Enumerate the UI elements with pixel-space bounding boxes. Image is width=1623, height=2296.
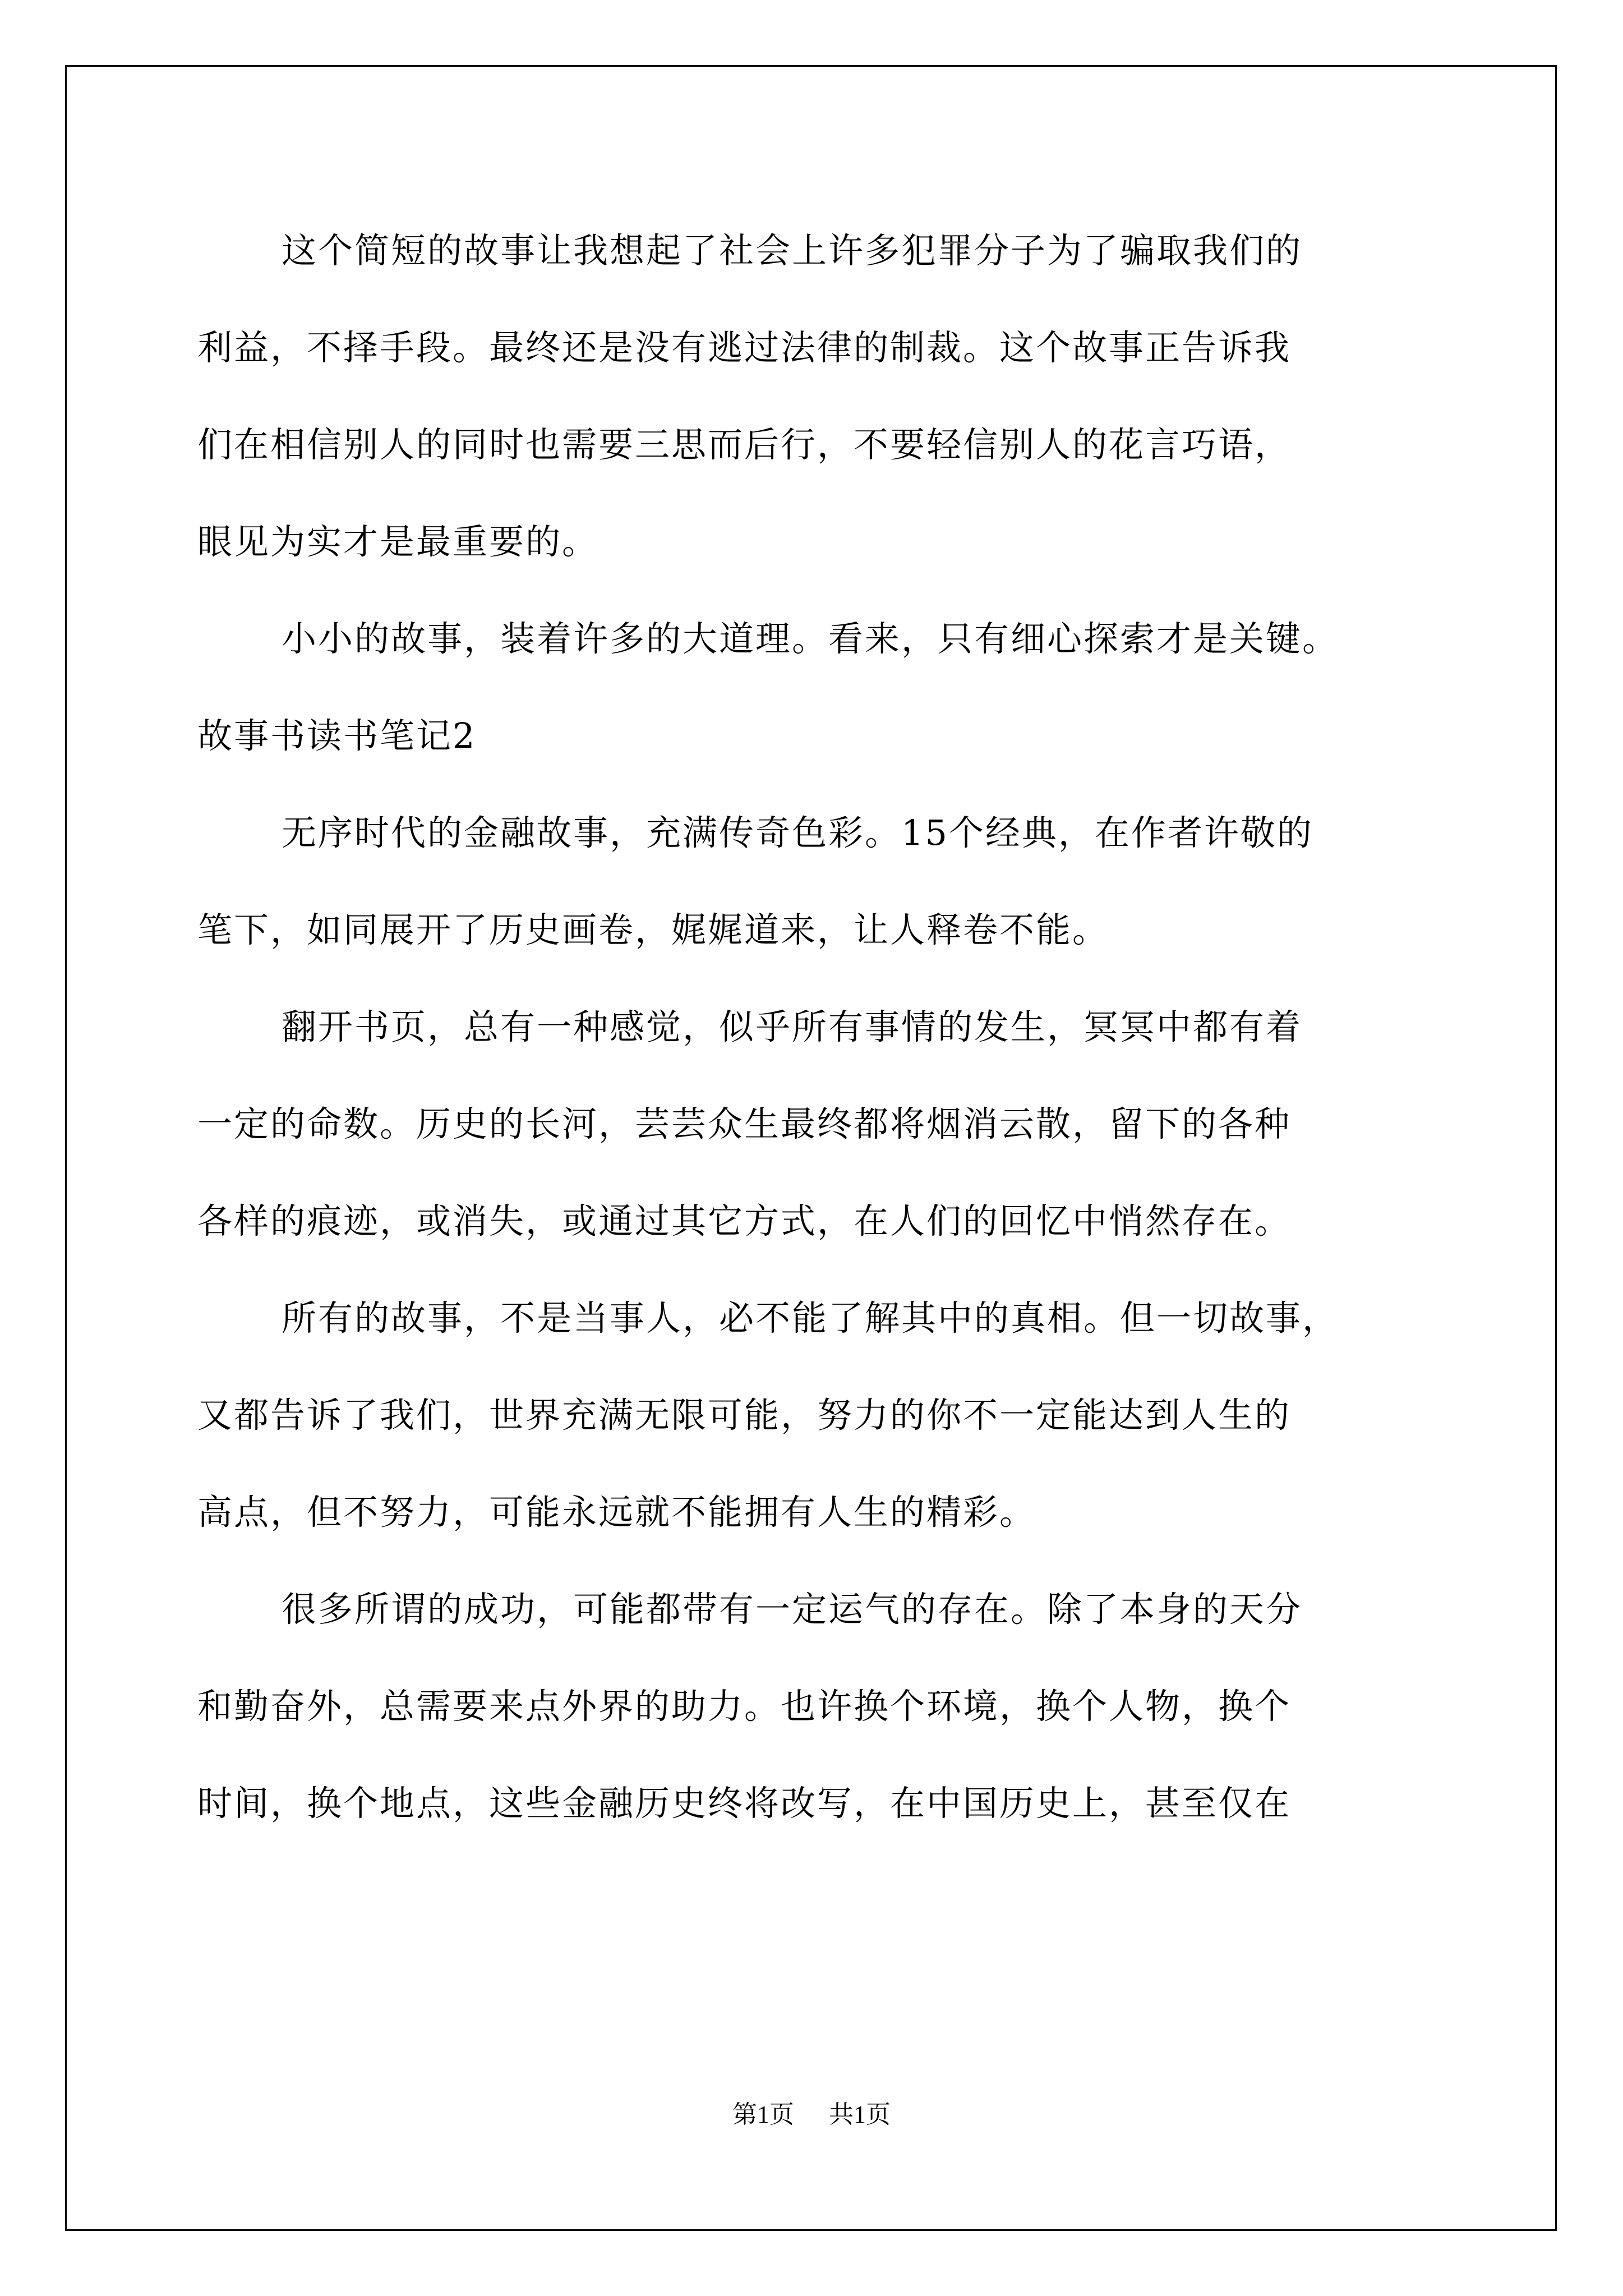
paragraph [197,1561,1431,1852]
paragraph-line: 时间，换个地点，这些金融历史终将改写，在中国历史上，甚至仅在 [197,1783,1292,1824]
paragraph-line: 一定的命数。历史的长河，芸芸众生最终都将烟消云散，留下的各种 [197,1103,1292,1144]
paragraph [197,1269,1431,1561]
paragraph-line: 这个简短的故事让我想起了社会上许多犯罪分子为了骗取我们的 [282,230,1303,271]
paragraph-line: 笔下，如同展开了历史画卷，娓娓道来，让人释卷不能。 [197,909,1109,950]
paragraph-line: 又都告诉了我们，世界充满无限可能，努力的你不一定能达到人生的 [197,1395,1292,1435]
paragraph [197,590,1431,687]
paragraph-line: 高点，但不努力，可能永远就不能拥有人生的精彩。 [197,1492,1036,1533]
paragraph-line: 很多所谓的成功，可能都带有一定运气的存在。除了本身的天分 [282,1589,1303,1630]
paragraph [197,784,1431,978]
paragraph-line: 所有的故事，不是当事人，必不能了解其中的真相。但一切故事， [282,1297,1339,1338]
page-number: 第1页 [732,2101,794,2128]
paragraph-line: 翻开书页，总有一种感觉，似乎所有事情的发生，冥冥中都有着 [282,1006,1303,1047]
paragraph-line: 和勤奋外，总需要来点外界的助力。也许换个环境，换个人物，换个 [197,1686,1292,1727]
document-body [197,202,1431,1852]
paragraph-line: 无序时代的金融故事，充满传奇色彩。15个经典，在作者许敬的 [282,812,1313,853]
paragraph-line: 小小的故事，装着许多的大道理。看来，只有细心探索才是关键。 [282,618,1339,659]
page-total: 共1页 [829,2101,891,2128]
paragraph [197,202,1431,590]
paragraph-line: 眼见为实才是最重要的。 [197,521,599,562]
paragraph-line: 利益，不择手段。最终还是没有逃过法律的制裁。这个故事正告诉我 [197,327,1292,368]
page-footer [0,2098,1623,2132]
section-heading: 故事书读书笔记2 [197,715,477,756]
paragraph-line: 们在相信别人的同时也需要三思而后行，不要轻信别人的花言巧语， [197,424,1292,465]
paragraph-line: 各样的痕迹，或消失，或通过其它方式，在人们的回忆中悄然存在。 [197,1200,1292,1241]
paragraph [197,978,1431,1269]
